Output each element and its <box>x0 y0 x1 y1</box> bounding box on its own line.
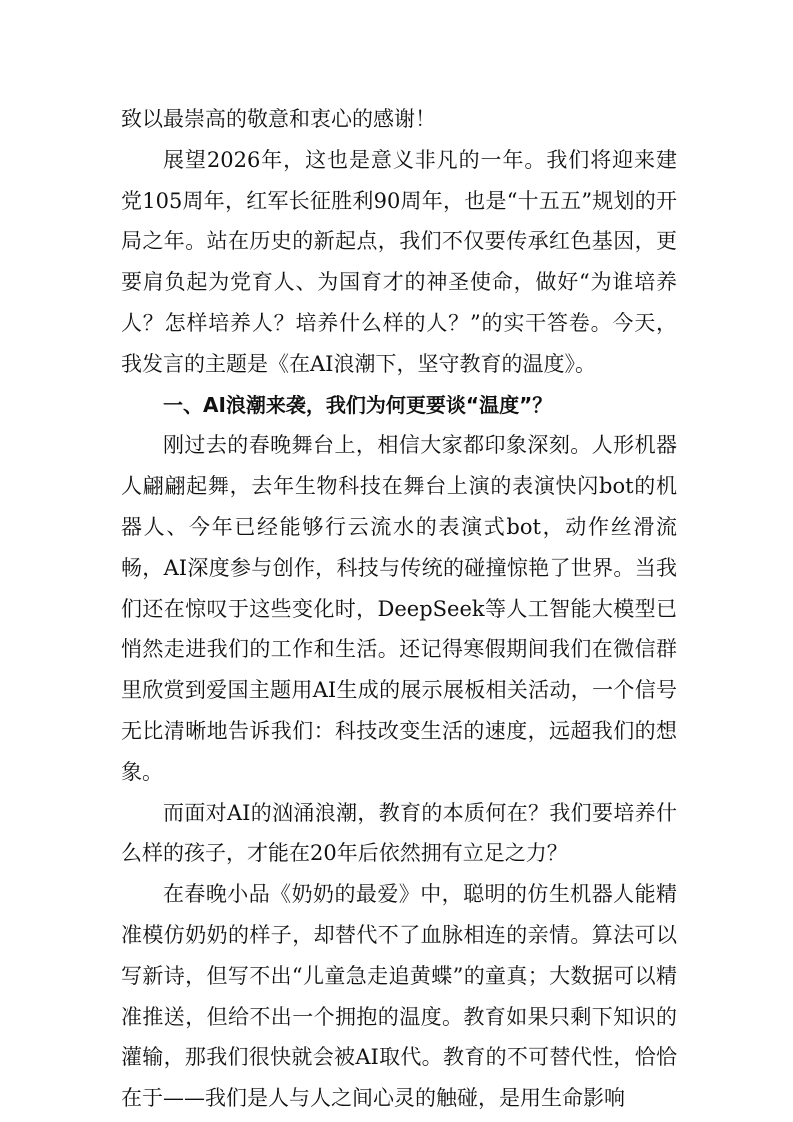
paragraph-outlook-2026: 展望2026年，这也是意义非凡的一年。我们将迎来建党105周年，红军长征胜利90周年，也是“十五五”规划的开局之年。站在历史的新起点，我们不仅要传承红色基因，更要肩负起为党育人、为国育才的神圣使命，做好“为谁培养人？怎样培养人？培养什么样的人？”的实干答卷。今天，我发言的主题是《在AI浪潮下，坚守教育的温度》。 <box>121 147 677 376</box>
paragraph-spring-gala: 刚过去的春晚舞台上，相信大家都印象深刻。人形机器人翩翩起舞，去年生物科技在舞台上演的表演快闪bot的机器人、今年已经能够行云流水的表演式bot，动作丝滑流畅，AI深度参与创作，科技与传统的碰撞惊艳了世界。当我们还在惊叹于这些变化时，DeepSeek等人工智能大模型已悄然走进我们的工作和生活。还记得寒假期间我们在微信群里欣赏到爱国主题用AI生成的展示展板相关活动，一个信号无比清晰地告诉我们：科技改变生活的速度，远超我们的想象。 <box>121 433 677 784</box>
paragraph-education-essence: 而面对AI的汹涌浪潮，教育的本质何在？我们要培养什么样的孩子，才能在20年后依然拥有立足之力？ <box>121 800 677 866</box>
paragraph-irreplaceability: 在春晚小品《奶奶的最爱》中，聪明的仿生机器人能精准模仿奶奶的样子，却替代不了血脉相连的亲情。算法可以写新诗，但写不出“儿童急走追黄蝶”的童真；大数据可以精准推送，但给不出一个拥抱的温度。教育如果只剩下知识的灌输，那我们很快就会被AI取代。教育的不可替代性，恰恰在于——我们是人与人之间心灵的触碰，是用生命影响 <box>121 882 677 1111</box>
section-heading-1: 一、AI浪潮来袭，我们为何更要谈“温度”？ <box>163 392 553 417</box>
paragraph-closing-thanks: 致以最崇高的敬意和衷心的感谢！ <box>121 107 436 131</box>
document-body <box>121 99 677 1119</box>
